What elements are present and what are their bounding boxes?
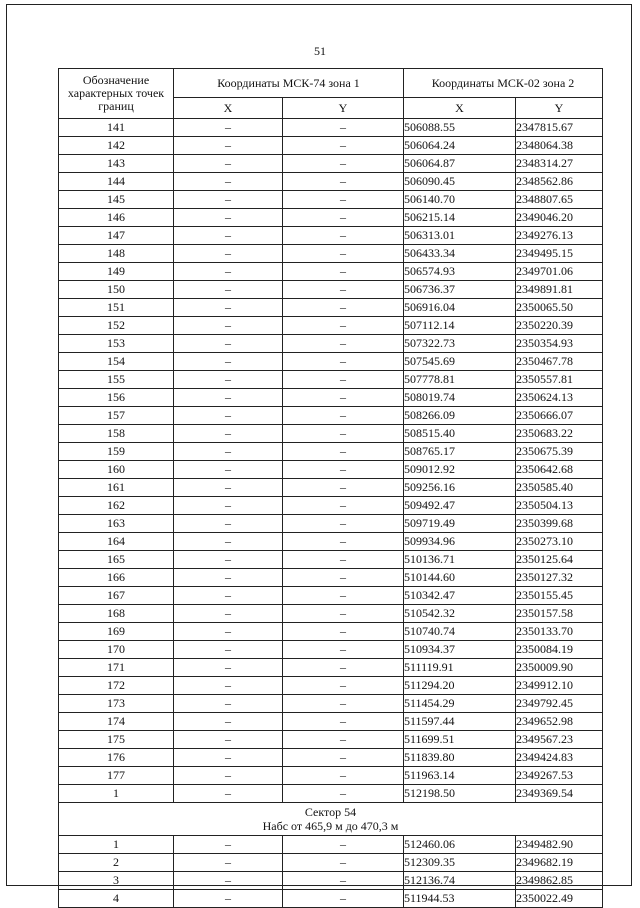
point-id-cell: 2 xyxy=(59,854,174,872)
msk74-x-cell: – xyxy=(174,695,283,713)
table-row xyxy=(59,551,603,569)
msk74-x-cell: – xyxy=(174,533,283,551)
point-id-cell: 162 xyxy=(59,497,174,515)
point-id-cell: 164 xyxy=(59,533,174,551)
msk74-x-cell: – xyxy=(174,353,283,371)
msk74-y-cell: – xyxy=(283,890,404,908)
msk02-x-cell: 509934.96 xyxy=(404,533,516,551)
msk74-x-cell: – xyxy=(174,623,283,641)
msk02-y-cell: 2350157.58 xyxy=(516,605,603,623)
msk74-x-cell: – xyxy=(174,335,283,353)
point-id-cell: 168 xyxy=(59,605,174,623)
msk02-x-cell: 506574.93 xyxy=(404,263,516,281)
msk74-x-cell: – xyxy=(174,551,283,569)
msk02-y-cell: 2350125.64 xyxy=(516,551,603,569)
table-row xyxy=(59,605,603,623)
msk02-x-cell: 509012.92 xyxy=(404,461,516,479)
point-id-cell: 172 xyxy=(59,677,174,695)
msk74-x-cell: – xyxy=(174,587,283,605)
msk74-x-cell: – xyxy=(174,731,283,749)
table-row xyxy=(59,749,603,767)
point-id-cell: 153 xyxy=(59,335,174,353)
sector-row xyxy=(59,803,603,836)
msk02-x-cell: 506313.01 xyxy=(404,227,516,245)
msk02-y-cell: 2349891.81 xyxy=(516,281,603,299)
table-row xyxy=(59,425,603,443)
msk02-x-cell: 506090.45 xyxy=(404,173,516,191)
msk74-x-cell: – xyxy=(174,443,283,461)
msk02-x-cell: 508515.40 xyxy=(404,425,516,443)
point-id-cell: 158 xyxy=(59,425,174,443)
msk02-y-cell: 2349276.13 xyxy=(516,227,603,245)
sector-block xyxy=(59,803,603,836)
msk74-x-cell: – xyxy=(174,854,283,872)
table-row xyxy=(59,335,603,353)
msk02-y-cell: 2349701.06 xyxy=(516,263,603,281)
point-id-cell: 148 xyxy=(59,245,174,263)
msk74-y-cell: – xyxy=(283,515,404,533)
table-row xyxy=(59,191,603,209)
msk74-x-cell: – xyxy=(174,299,283,317)
msk74-y-cell: – xyxy=(283,227,404,245)
point-id-cell: 155 xyxy=(59,371,174,389)
msk74-y-cell: – xyxy=(283,317,404,335)
msk74-x-cell: – xyxy=(174,425,283,443)
point-id-cell: 166 xyxy=(59,569,174,587)
msk74-x-cell: – xyxy=(174,389,283,407)
msk02-y-cell: 2350065.50 xyxy=(516,299,603,317)
table-row xyxy=(59,569,603,587)
msk74-y-cell: – xyxy=(283,569,404,587)
msk74-x-cell: – xyxy=(174,245,283,263)
msk02-y-cell: 2350683.22 xyxy=(516,425,603,443)
msk74-x-cell: – xyxy=(174,371,283,389)
msk74-y-cell: – xyxy=(283,443,404,461)
header-msk74-x: X xyxy=(174,98,283,119)
msk74-y-cell: – xyxy=(283,836,404,854)
table-row xyxy=(59,854,603,872)
msk02-x-cell: 506215.14 xyxy=(404,209,516,227)
msk74-y-cell: – xyxy=(283,713,404,731)
msk74-y-cell: – xyxy=(283,479,404,497)
table-row xyxy=(59,389,603,407)
msk74-y-cell: – xyxy=(283,389,404,407)
msk02-y-cell: 2350504.13 xyxy=(516,497,603,515)
table-row xyxy=(59,137,603,155)
table-row xyxy=(59,371,603,389)
msk74-y-cell: – xyxy=(283,551,404,569)
msk74-y-cell: – xyxy=(283,137,404,155)
msk74-x-cell: – xyxy=(174,836,283,854)
table-row xyxy=(59,497,603,515)
msk02-y-cell: 2350133.70 xyxy=(516,623,603,641)
msk74-y-cell: – xyxy=(283,119,404,137)
msk74-y-cell: – xyxy=(283,623,404,641)
msk74-x-cell: – xyxy=(174,119,283,137)
sector-title: Сектор 54 xyxy=(304,805,357,819)
msk02-x-cell: 506433.34 xyxy=(404,245,516,263)
header-msk74: Координаты МСК-74 зона 1 xyxy=(174,69,404,98)
msk02-x-cell: 506736.37 xyxy=(404,281,516,299)
msk02-y-cell: 2350675.39 xyxy=(516,443,603,461)
point-id-cell: 141 xyxy=(59,119,174,137)
point-id-cell: 147 xyxy=(59,227,174,245)
point-id-cell: 154 xyxy=(59,353,174,371)
msk02-y-cell: 2350354.93 xyxy=(516,335,603,353)
table-row xyxy=(59,731,603,749)
msk74-x-cell: – xyxy=(174,173,283,191)
header-msk74-y: Y xyxy=(283,98,404,119)
msk74-x-cell: – xyxy=(174,515,283,533)
point-id-cell: 3 xyxy=(59,872,174,890)
header-msk02-y: Y xyxy=(516,98,603,119)
table-row xyxy=(59,299,603,317)
msk02-y-cell: 2349912.10 xyxy=(516,677,603,695)
table-row xyxy=(59,209,603,227)
msk02-y-cell: 2348562.86 xyxy=(516,173,603,191)
msk74-x-cell: – xyxy=(174,263,283,281)
msk02-x-cell: 511944.53 xyxy=(404,890,516,908)
point-id-cell: 150 xyxy=(59,281,174,299)
msk02-x-cell: 509256.16 xyxy=(404,479,516,497)
msk02-y-cell: 2349267.53 xyxy=(516,767,603,785)
msk02-y-cell: 2349682.19 xyxy=(516,854,603,872)
msk02-x-cell: 511294.20 xyxy=(404,677,516,695)
msk02-x-cell: 508765.17 xyxy=(404,443,516,461)
table-row xyxy=(59,317,603,335)
msk02-x-cell: 507778.81 xyxy=(404,371,516,389)
table-row xyxy=(59,155,603,173)
table-row xyxy=(59,515,603,533)
table-row xyxy=(59,695,603,713)
header-point-label: Обозначение характерных точек границ xyxy=(59,69,174,119)
sector-cell xyxy=(59,803,603,836)
msk02-y-cell: 2349567.23 xyxy=(516,731,603,749)
point-id-cell: 173 xyxy=(59,695,174,713)
table-row xyxy=(59,461,603,479)
point-id-cell: 4 xyxy=(59,890,174,908)
msk74-y-cell: – xyxy=(283,191,404,209)
msk74-x-cell: – xyxy=(174,677,283,695)
point-id-cell: 165 xyxy=(59,551,174,569)
msk02-x-cell: 510740.74 xyxy=(404,623,516,641)
msk02-x-cell: 511454.29 xyxy=(404,695,516,713)
msk02-y-cell: 2350666.07 xyxy=(516,407,603,425)
point-id-cell: 143 xyxy=(59,155,174,173)
msk02-y-cell: 2349482.90 xyxy=(516,836,603,854)
msk02-y-cell: 2350585.40 xyxy=(516,479,603,497)
msk02-x-cell: 510144.60 xyxy=(404,569,516,587)
msk02-y-cell: 2348064.38 xyxy=(516,137,603,155)
msk02-y-cell: 2349652.98 xyxy=(516,713,603,731)
msk02-x-cell: 512198.50 xyxy=(404,785,516,803)
msk74-y-cell: – xyxy=(283,872,404,890)
page-number: 51 xyxy=(314,44,326,58)
msk02-x-cell: 511963.14 xyxy=(404,767,516,785)
coordinates-table xyxy=(58,68,603,908)
point-id-cell: 152 xyxy=(59,317,174,335)
msk74-x-cell: – xyxy=(174,407,283,425)
msk02-x-cell: 511839.80 xyxy=(404,749,516,767)
msk02-y-cell: 2349862.85 xyxy=(516,872,603,890)
msk02-y-cell: 2348314.27 xyxy=(516,155,603,173)
msk74-x-cell: – xyxy=(174,317,283,335)
table-row xyxy=(59,587,603,605)
table-row xyxy=(59,119,603,137)
header-msk02: Координаты МСК-02 зона 2 xyxy=(404,69,603,98)
table-row xyxy=(59,713,603,731)
msk74-x-cell: – xyxy=(174,659,283,677)
msk02-y-cell: 2347815.67 xyxy=(516,119,603,137)
msk74-x-cell: – xyxy=(174,191,283,209)
table-row xyxy=(59,677,603,695)
msk02-y-cell: 2350642.68 xyxy=(516,461,603,479)
msk02-x-cell: 510136.71 xyxy=(404,551,516,569)
table-row xyxy=(59,245,603,263)
table-row xyxy=(59,767,603,785)
msk74-x-cell: – xyxy=(174,209,283,227)
table-row xyxy=(59,641,603,659)
point-id-cell: 157 xyxy=(59,407,174,425)
msk02-x-cell: 511119.91 xyxy=(404,659,516,677)
msk74-y-cell: – xyxy=(283,749,404,767)
point-id-cell: 146 xyxy=(59,209,174,227)
msk02-y-cell: 2350273.10 xyxy=(516,533,603,551)
point-id-cell: 170 xyxy=(59,641,174,659)
msk02-x-cell: 509492.47 xyxy=(404,497,516,515)
point-id-cell: 159 xyxy=(59,443,174,461)
point-id-cell: 1 xyxy=(59,785,174,803)
msk74-x-cell: – xyxy=(174,872,283,890)
point-id-cell: 149 xyxy=(59,263,174,281)
msk74-x-cell: – xyxy=(174,605,283,623)
sector-subtitle: Набс от 465,9 м до 470,3 м xyxy=(262,819,399,833)
msk02-y-cell: 2350624.13 xyxy=(516,389,603,407)
msk74-x-cell: – xyxy=(174,227,283,245)
msk02-x-cell: 506916.04 xyxy=(404,299,516,317)
table-row xyxy=(59,443,603,461)
header-msk02-x: X xyxy=(404,98,516,119)
msk02-y-cell: 2350022.49 xyxy=(516,890,603,908)
msk02-x-cell: 507322.73 xyxy=(404,335,516,353)
point-id-cell: 176 xyxy=(59,749,174,767)
msk74-y-cell: – xyxy=(283,299,404,317)
msk02-y-cell: 2350084.19 xyxy=(516,641,603,659)
point-id-cell: 151 xyxy=(59,299,174,317)
msk74-x-cell: – xyxy=(174,155,283,173)
msk74-y-cell: – xyxy=(283,767,404,785)
msk74-x-cell: – xyxy=(174,137,283,155)
msk02-x-cell: 510542.32 xyxy=(404,605,516,623)
table-row xyxy=(59,227,603,245)
msk74-y-cell: – xyxy=(283,209,404,227)
msk02-y-cell: 2350557.81 xyxy=(516,371,603,389)
msk02-x-cell: 510342.47 xyxy=(404,587,516,605)
msk74-y-cell: – xyxy=(283,731,404,749)
point-id-cell: 171 xyxy=(59,659,174,677)
msk02-x-cell: 511597.44 xyxy=(404,713,516,731)
msk74-y-cell: – xyxy=(283,785,404,803)
msk02-y-cell: 2350155.45 xyxy=(516,587,603,605)
msk02-x-cell: 508266.09 xyxy=(404,407,516,425)
msk74-y-cell: – xyxy=(283,353,404,371)
table-row xyxy=(59,353,603,371)
msk74-y-cell: – xyxy=(283,263,404,281)
table-row xyxy=(59,407,603,425)
msk02-x-cell: 511699.51 xyxy=(404,731,516,749)
table-row xyxy=(59,659,603,677)
msk74-x-cell: – xyxy=(174,479,283,497)
msk02-x-cell: 507112.14 xyxy=(404,317,516,335)
msk02-x-cell: 512309.35 xyxy=(404,854,516,872)
table-row xyxy=(59,263,603,281)
msk74-y-cell: – xyxy=(283,425,404,443)
msk74-x-cell: – xyxy=(174,785,283,803)
table-body-sector xyxy=(59,836,603,908)
msk74-x-cell: – xyxy=(174,281,283,299)
msk74-x-cell: – xyxy=(174,713,283,731)
msk74-x-cell: – xyxy=(174,569,283,587)
point-id-cell: 1 xyxy=(59,836,174,854)
msk02-y-cell: 2349369.54 xyxy=(516,785,603,803)
point-id-cell: 160 xyxy=(59,461,174,479)
msk02-x-cell: 506064.87 xyxy=(404,155,516,173)
table-row xyxy=(59,785,603,803)
msk02-x-cell: 512460.06 xyxy=(404,836,516,854)
msk02-x-cell: 510934.37 xyxy=(404,641,516,659)
msk74-y-cell: – xyxy=(283,641,404,659)
msk02-y-cell: 2348807.65 xyxy=(516,191,603,209)
msk74-y-cell: – xyxy=(283,497,404,515)
msk02-y-cell: 2349046.20 xyxy=(516,209,603,227)
msk02-x-cell: 508019.74 xyxy=(404,389,516,407)
msk02-x-cell: 506064.24 xyxy=(404,137,516,155)
point-id-cell: 177 xyxy=(59,767,174,785)
msk02-x-cell: 509719.49 xyxy=(404,515,516,533)
msk74-y-cell: – xyxy=(283,659,404,677)
table-row xyxy=(59,890,603,908)
msk74-y-cell: – xyxy=(283,335,404,353)
msk74-y-cell: – xyxy=(283,461,404,479)
point-id-cell: 144 xyxy=(59,173,174,191)
point-id-cell: 145 xyxy=(59,191,174,209)
msk74-y-cell: – xyxy=(283,533,404,551)
msk02-y-cell: 2349792.45 xyxy=(516,695,603,713)
msk74-x-cell: – xyxy=(174,497,283,515)
point-id-cell: 169 xyxy=(59,623,174,641)
msk74-y-cell: – xyxy=(283,155,404,173)
point-id-cell: 163 xyxy=(59,515,174,533)
msk74-x-cell: – xyxy=(174,641,283,659)
msk02-y-cell: 2350127.32 xyxy=(516,569,603,587)
table-row xyxy=(59,533,603,551)
msk74-y-cell: – xyxy=(283,587,404,605)
msk74-y-cell: – xyxy=(283,695,404,713)
table-row xyxy=(59,872,603,890)
point-id-cell: 175 xyxy=(59,731,174,749)
msk02-y-cell: 2350220.39 xyxy=(516,317,603,335)
msk74-x-cell: – xyxy=(174,461,283,479)
table-row xyxy=(59,173,603,191)
table-row xyxy=(59,281,603,299)
msk02-x-cell: 507545.69 xyxy=(404,353,516,371)
point-id-cell: 161 xyxy=(59,479,174,497)
msk02-x-cell: 506140.70 xyxy=(404,191,516,209)
table-body-main xyxy=(59,119,603,803)
msk74-y-cell: – xyxy=(283,281,404,299)
msk74-y-cell: – xyxy=(283,407,404,425)
msk74-y-cell: – xyxy=(283,371,404,389)
point-id-cell: 174 xyxy=(59,713,174,731)
point-id-cell: 142 xyxy=(59,137,174,155)
msk74-x-cell: – xyxy=(174,767,283,785)
msk74-y-cell: – xyxy=(283,173,404,191)
msk74-y-cell: – xyxy=(283,854,404,872)
msk74-y-cell: – xyxy=(283,245,404,263)
msk02-y-cell: 2349424.83 xyxy=(516,749,603,767)
point-id-cell: 167 xyxy=(59,587,174,605)
msk02-y-cell: 2350009.90 xyxy=(516,659,603,677)
msk02-x-cell: 506088.55 xyxy=(404,119,516,137)
msk02-y-cell: 2350399.68 xyxy=(516,515,603,533)
table-row xyxy=(59,479,603,497)
msk02-x-cell: 512136.74 xyxy=(404,872,516,890)
table-row xyxy=(59,623,603,641)
msk74-x-cell: – xyxy=(174,890,283,908)
point-id-cell: 156 xyxy=(59,389,174,407)
msk74-y-cell: – xyxy=(283,677,404,695)
msk02-y-cell: 2350467.78 xyxy=(516,353,603,371)
msk74-y-cell: – xyxy=(283,605,404,623)
table-row xyxy=(59,836,603,854)
msk74-x-cell: – xyxy=(174,749,283,767)
msk02-y-cell: 2349495.15 xyxy=(516,245,603,263)
